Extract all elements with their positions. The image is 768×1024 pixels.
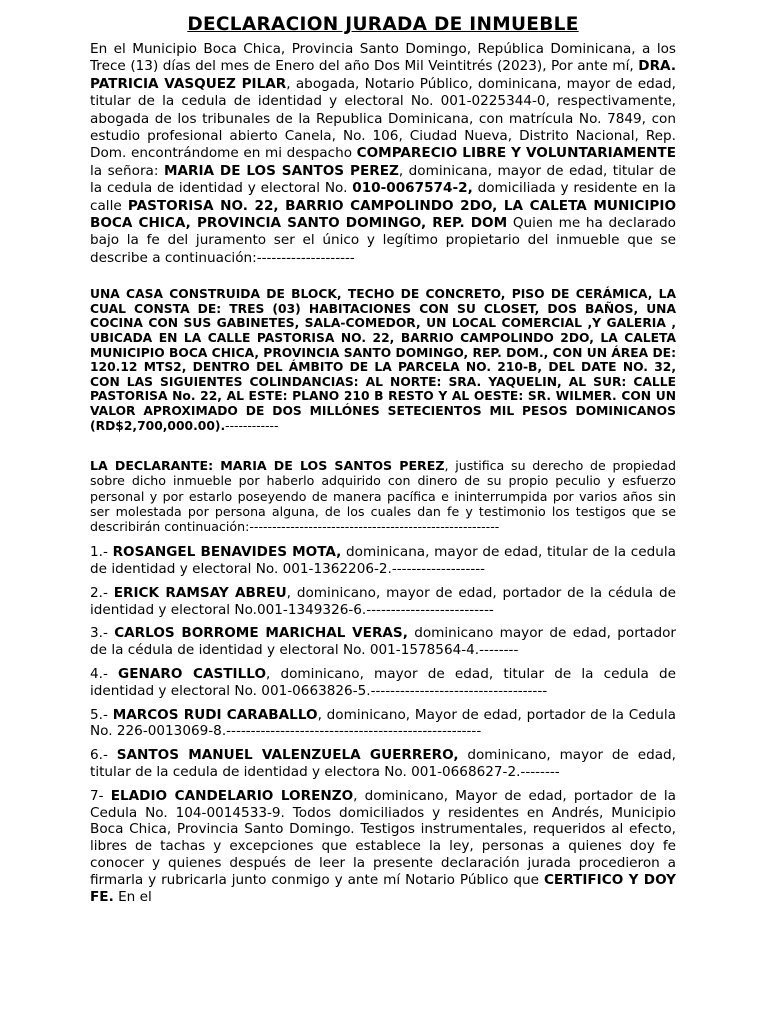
declarant-id: 010-0067574-2, (352, 180, 473, 197)
witness-item (90, 625, 676, 659)
document-title: DECLARACION JURADA DE INMUEBLE (187, 14, 579, 35)
witness-item (90, 747, 676, 781)
witness-name: SANTOS MANUEL VALENZUELA GUERRERO, (116, 747, 459, 764)
witness-number: 7- (90, 787, 111, 804)
witness-item-final (90, 788, 676, 906)
declarant-paragraph (90, 458, 676, 534)
witness-number: 4.- (90, 666, 119, 683)
witness-name: ROSANGEL BENAVIDES MOTA, (112, 544, 342, 561)
witness-details: , dominicano, mayor de edad, titular de la cedula de identidad y electoral No. 001-0663826-5.------------------------------------ (90, 666, 676, 699)
intro-text-3: la señora: (90, 162, 164, 179)
witness-number: 5.- (90, 706, 113, 723)
intro-text-5: domiciliada y residente en la calle (90, 180, 677, 214)
declarant-text: , justifica su derecho de propiedad sobre dicho inmueble por haberlo adquirido con dinero de su propio peculio y esfuerzo personal y por estarlo poseyendo de manera pacífica e ininterrumpida por varios años sin ser molestada por persona alguna, de los cuales dan fe y testimonio los testigos que se describirán continuación:------------------------------------------------------- (90, 458, 677, 535)
declarant-name: MARIA DE LOS SANTOS PEREZ (163, 162, 399, 179)
intro-text-1: En el Municipio Boca Chica, Provincia Santo Domingo, República Dominicana, a los Trece (13) días del mes de Enero del año Dos Mil Veintitrés (2023), Por ante mí, (90, 41, 676, 75)
witness-details: , dominicano, Mayor de edad, portador de la Cedula No. 104-0014533-9. Todos domiciliados y residentes en Andrés, Municipio Boca Chica, Provincia Santo Domingo. Testigos instrumentales, requeridos al efecto, libres de tachas y excepciones que establece la ley, personas a quienes doy fe conocer y quienes después de leer la presente declaración jurada procedieron a firmarla y rubricarla junto conmigo y ante mí Notario Público que (90, 787, 676, 888)
witness-name: MARCOS RUDI CARABALLO (112, 706, 318, 723)
intro-paragraph (90, 41, 676, 267)
notary-name: DRA. PATRICIA VASQUEZ PILAR (90, 58, 676, 92)
intro-text-2: , abogada, Notario Público, dominicana, mayor de edad, titular de la cedula de identidad y electoral No. 001-0225344-0, respectivamente, abogada de los tribunales de la Republica Dominicana, con matrícula No. 7849, con estudio profesional abierto Canela, No. 106, Ciudad Nueva, Distrito Nacional, Rep. Dom. encontrándome en mi despacho (90, 75, 676, 162)
witness-name: GENARO CASTILLO (118, 666, 266, 683)
witness-details: , dominicano, Mayor de edad, portador de la Cedula No. 226-0013069-8.---------------------------------------------------- (90, 706, 676, 740)
witness-number: 6.- (90, 747, 117, 764)
witness-number: 3.- (90, 625, 115, 642)
witness-name: ELADIO CANDELARIO LORENZO (110, 787, 354, 804)
certification-statement: CERTIFICO Y DOY FE. (90, 871, 676, 905)
property-dashes: ------------ (225, 418, 279, 433)
witness-item (90, 707, 676, 741)
witness-details: dominicano, mayor de edad, titular de la cedula de identidad y electora No. 001-0668627-2.-------- (90, 747, 676, 780)
declarant-address: PASTORISA NO. 22, BARRIO CAMPOLINDO 2DO, LA CALETA MUNICIPIO BOCA CHICA, PROVINCIA SANTO DOMINGO, REP. DOM (90, 197, 676, 232)
witness-number: 2.- (90, 584, 114, 601)
witness-details: dominicana, mayor de edad, titular de la cedula de identidad y electoral No. 001-1362206-2.------------------- (90, 544, 676, 578)
continuation-text: En el (113, 888, 152, 905)
witness-name: ERICK RAMSAY ABREU (113, 584, 287, 601)
property-description-text: UNA CASA CONSTRUIDA DE BLOCK, TECHO DE CONCRETO, PISO DE CERÁMICA, LA CUAL CONSTA DE: TRES (03) HABITACIONES CON SU CLOSET, DOS BAÑOS, UNA COCINA CON SUS GABINETES, SALA-COMEDOR, UN LOCAL COMERCIAL ,Y GALERIA , UBICADA EN LA CALLE PASTORISA NO. 22, BARRIO CAMPOLINDO 2DO, LA CALETA MUNICIPIO BOCA CHICA, PROVINCIA SANTO DOMINGO, REP. DOM., CON UN ÁREA DE: 120.12 MTS2, DENTRO DEL ÁMBITO DE LA PARCELA NO. 210-B, DEL DATE NO. 32, CON LAS SIGUIENTES COLINDANCIAS: AL NORTE: SRA. YAQUELIN, AL SUR: CALLE PASTORISA No. 22, AL ESTE: PLANO 210 B RESTO Y AL OESTE: SR. WILMER. CON UN VALOR APROXIMADO DE DOS MILLÓNES SETECIENTOS MIL PESOS DOMINICANOS (RD$2,700,000.00). (90, 287, 676, 433)
witness-details: dominicano mayor de edad, portador de la cédula de identidad y electoral No. 001-1578564-4.-------- (90, 625, 677, 659)
intro-text-6: Quien me ha declarado bajo la fe del juramento ser el único y legítimo propietario del inmueble que se describe a continuación:-------------------- (90, 215, 676, 266)
appearance-statement: COMPARECIO LIBRE Y VOLUNTARIAMENTE (356, 145, 676, 162)
witness-number: 1.- (90, 544, 113, 561)
witness-item (90, 666, 676, 700)
witness-item (90, 585, 676, 619)
declarant-lead: LA DECLARANTE: MARIA DE LOS SANTOS PEREZ (90, 458, 445, 474)
witness-list (90, 544, 676, 905)
witness-name: CARLOS BORROME MARICHAL VERAS, (114, 625, 408, 642)
property-description (90, 287, 676, 433)
intro-text-4: , dominicana, mayor de edad, titular de la cedula de identidad y electoral No. (90, 162, 676, 197)
witness-details: , dominicano, mayor de edad, portador de la cédula de identidad y electoral No.001-1349326-6.-------------------------- (90, 584, 676, 618)
witness-item (90, 544, 676, 578)
